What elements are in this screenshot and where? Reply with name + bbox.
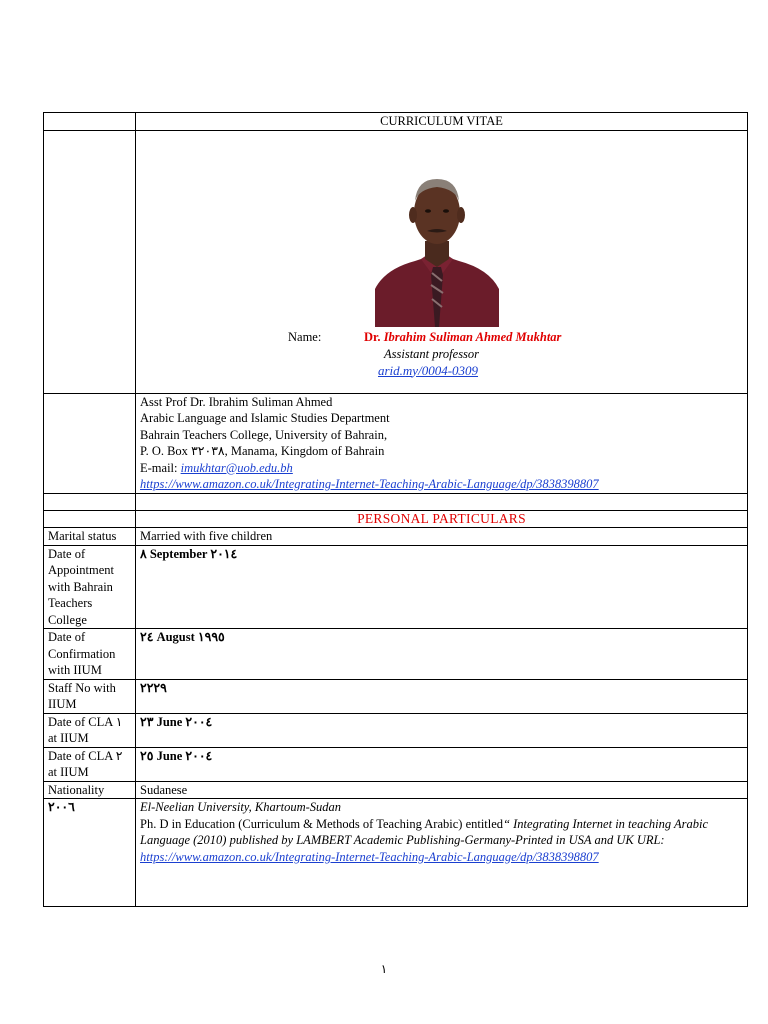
empty-cell — [136, 493, 748, 510]
education-amazon-link[interactable]: https://www.amazon.co.uk/Integrating-Internet-Teaching-Arabic-Language/dp/3838398807 — [140, 849, 599, 864]
row-label: Nationality — [44, 781, 136, 799]
date-month: June — [156, 714, 183, 729]
date-month: June — [156, 748, 183, 763]
address-line-2: Arabic Language and Islamic Studies Department — [140, 411, 390, 425]
amazon-link[interactable]: https://www.amazon.co.uk/Integrating-Internet-Teaching-Arabic-Language/dp/3838398807 — [140, 477, 599, 491]
document-title: CURRICULUM VITAE — [136, 113, 748, 131]
full-name: Ibrahim Suliman Ahmed Mukhtar — [383, 329, 562, 344]
row-label: Staff No with IIUM — [44, 679, 136, 713]
empty-cell — [44, 493, 136, 510]
date-day: ٢٣ — [140, 714, 154, 729]
section-title: PERSONAL PARTICULARS — [136, 510, 748, 528]
row-value: Married with five children — [136, 528, 748, 546]
empty-cell — [44, 510, 136, 528]
orcid-line — [378, 363, 478, 380]
date-year: ٢٠١٤ — [210, 546, 238, 561]
portrait-image — [375, 161, 499, 327]
row-value: ٢٢٢٩ — [136, 679, 748, 713]
row-value: Sudanese — [136, 781, 748, 799]
amazon-line — [140, 476, 743, 493]
name-prefix: Dr. — [364, 329, 381, 344]
empty-cell — [44, 113, 136, 131]
row-label: Marital status — [44, 528, 136, 546]
orcid-link[interactable]: arid.my/0004-0309 — [378, 362, 479, 378]
degree-paragraph — [140, 816, 743, 849]
date-month: September — [149, 546, 208, 561]
university: El-Neelian University, Khartoum-Sudan — [140, 800, 342, 814]
date-year: ١٩٩٥ — [197, 630, 225, 644]
row-date — [136, 747, 748, 781]
row-date — [136, 629, 748, 680]
email-label: E-mail: — [140, 460, 178, 475]
row-label: Date of CLA ٢ at IIUM — [44, 747, 136, 781]
address-cell — [136, 393, 748, 493]
address-line-1: Asst Prof Dr. Ibrahim Suliman Ahmed — [140, 394, 333, 409]
date-day: ٨ — [140, 546, 147, 561]
date-year: ٢٠٠٤ — [185, 748, 213, 763]
date-day: ٢٤ — [140, 630, 154, 644]
cv-table — [43, 112, 748, 907]
email-link[interactable]: imukhtar@uob.edu.bh — [180, 460, 293, 475]
row-date — [136, 545, 748, 629]
education-url-line — [140, 849, 743, 866]
education-year: ٢٠٠٦ — [44, 799, 136, 907]
row-date — [136, 713, 748, 747]
row-label: Date of Confirmation with IIUM — [44, 629, 136, 680]
name-label: Name: — [288, 329, 322, 344]
empty-cell — [44, 130, 136, 393]
book-text: “ Integrating Internet in teaching Arabic Language (2010) published by LAMBERT Academic Publishing-Germany-Printed in USA and UK URL: — [140, 816, 709, 847]
date-day: ٢٥ — [140, 748, 154, 763]
row-label: Date of Appointment with Bahrain Teachers College — [44, 545, 136, 629]
empty-cell — [44, 393, 136, 493]
row-label: Date of CLA ١ at IIUM — [44, 713, 136, 747]
position-title: Assistant professor — [384, 346, 480, 361]
profile-photo — [375, 161, 499, 327]
address-line-3: Bahrain Teachers College, University of Bahrain, — [140, 427, 388, 442]
profile-cell — [136, 130, 748, 393]
page-number: ١ — [380, 962, 388, 976]
degree-text: Ph. D in Education (Curriculum & Methods of Teaching Arabic) entitled — [140, 816, 504, 831]
date-month: August — [156, 630, 195, 644]
address-line-4: P. O. Box ٣٢٠٣٨, Manama, Kingdom of Bahrain — [140, 444, 385, 458]
name-value — [364, 329, 561, 346]
education-cell — [136, 799, 748, 907]
date-year: ٢٠٠٤ — [185, 714, 213, 729]
email-line — [140, 460, 743, 477]
